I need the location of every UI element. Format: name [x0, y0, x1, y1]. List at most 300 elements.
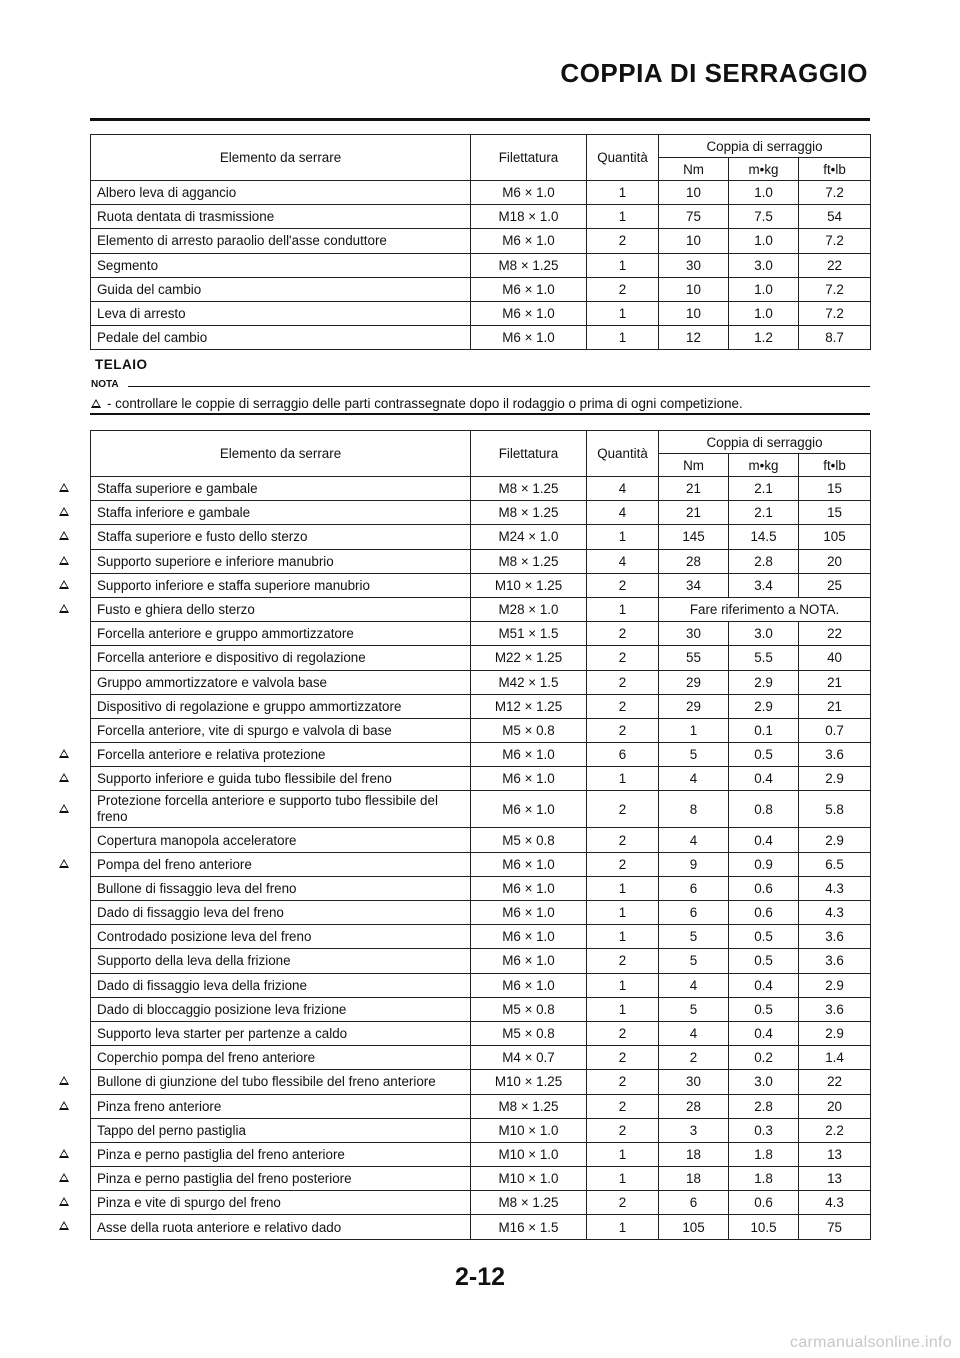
- cell-thread: M6 × 1.0: [471, 767, 587, 791]
- cell-element: Pinza e perno pastiglia del freno posteriore: [91, 1167, 471, 1191]
- cell-mkg: 0.4: [729, 828, 799, 852]
- cell-nm: 29: [659, 670, 729, 694]
- cell-element: Gruppo ammortizzatore e valvola base: [91, 670, 471, 694]
- section-title: TELAIO: [95, 357, 148, 372]
- cell-nm: 4: [659, 767, 729, 791]
- cell-element: Supporto della leva della frizione: [91, 949, 471, 973]
- row-marker: [58, 772, 70, 784]
- cell-thread: M6 × 1.0: [471, 326, 587, 350]
- cell-quantity: 4: [587, 549, 659, 573]
- cell-thread: M5 × 0.8: [471, 997, 587, 1021]
- header-mkg: m•kg: [729, 454, 799, 477]
- cell-ftlb: 13: [799, 1167, 871, 1191]
- table-row: [91, 876, 871, 900]
- cell-element: Bullone di fissaggio leva del freno: [91, 876, 471, 900]
- cell-thread: M6 × 1.0: [471, 901, 587, 925]
- cell-element: Dispositivo di regolazione e gruppo ammortizzatore: [91, 694, 471, 718]
- cell-element: Staffa superiore e fusto dello sterzo: [91, 525, 471, 549]
- cell-mkg: 3.0: [729, 253, 799, 277]
- cell-reference: Fare riferimento a NOTA.: [659, 597, 871, 621]
- cell-quantity: 1: [587, 973, 659, 997]
- cell-element: Staffa superiore e gambale: [91, 477, 471, 501]
- cell-mkg: 0.6: [729, 901, 799, 925]
- nota-text: [91, 396, 743, 411]
- cell-thread: M10 × 1.25: [471, 1070, 587, 1094]
- cell-ftlb: 2.9: [799, 973, 871, 997]
- cell-nm: 29: [659, 694, 729, 718]
- cell-quantity: 1: [587, 1142, 659, 1166]
- table-row: [91, 477, 871, 501]
- row-marker: [58, 1220, 70, 1232]
- cell-thread: M28 × 1.0: [471, 597, 587, 621]
- table-row: [91, 973, 871, 997]
- cell-element: Forcella anteriore e gruppo ammortizzatore: [91, 622, 471, 646]
- cell-quantity: 2: [587, 277, 659, 301]
- cell-mkg: 1.8: [729, 1142, 799, 1166]
- warning-triangle-icon: [59, 531, 69, 540]
- table-row: [91, 852, 871, 876]
- nota-text-body: - controllare le coppie di serraggio delle parti contrassegnate dopo il rodaggio o prima di ogni competizione.: [107, 396, 743, 411]
- table-row: [91, 1167, 871, 1191]
- cell-quantity: 1: [587, 767, 659, 791]
- page-number: 2-12: [454, 1263, 506, 1291]
- cell-ftlb: 3.6: [799, 743, 871, 767]
- cell-mkg: 0.4: [729, 767, 799, 791]
- cell-nm: 6: [659, 1191, 729, 1215]
- cell-nm: 28: [659, 1094, 729, 1118]
- cell-nm: 145: [659, 525, 729, 549]
- cell-ftlb: 105: [799, 525, 871, 549]
- cell-element: Dado di fissaggio leva del freno: [91, 901, 471, 925]
- cell-thread: M6 × 1.0: [471, 743, 587, 767]
- cell-quantity: 1: [587, 1215, 659, 1239]
- header-ftlb: ft•lb: [799, 158, 871, 181]
- header-ftlb: ft•lb: [799, 454, 871, 477]
- cell-quantity: 6: [587, 743, 659, 767]
- cell-mkg: 1.0: [729, 301, 799, 325]
- row-marker: [58, 803, 70, 815]
- warning-triangle-icon: [59, 859, 69, 868]
- header-quantity: Quantità: [587, 135, 659, 181]
- cell-thread: M10 × 1.25: [471, 573, 587, 597]
- cell-ftlb: 8.7: [799, 326, 871, 350]
- cell-quantity: 1: [587, 301, 659, 325]
- cell-thread: M8 × 1.25: [471, 1094, 587, 1118]
- table-row: [91, 1215, 871, 1239]
- cell-quantity: 1: [587, 525, 659, 549]
- cell-mkg: 3.0: [729, 1070, 799, 1094]
- cell-thread: M6 × 1.0: [471, 181, 587, 205]
- cell-mkg: 0.8: [729, 791, 799, 828]
- cell-element: Pinza freno anteriore: [91, 1094, 471, 1118]
- cell-nm: 105: [659, 1215, 729, 1239]
- cell-mkg: 1.0: [729, 181, 799, 205]
- row-marker: [58, 748, 70, 760]
- table-row: [91, 549, 871, 573]
- cell-nm: 8: [659, 791, 729, 828]
- cell-element: Forcella anteriore e dispositivo di regolazione: [91, 646, 471, 670]
- header-element: Elemento da serrare: [91, 135, 471, 181]
- cell-ftlb: 25: [799, 573, 871, 597]
- cell-ftlb: 22: [799, 253, 871, 277]
- table-row: [91, 1021, 871, 1045]
- table-row: [91, 1142, 871, 1166]
- cell-ftlb: 5.8: [799, 791, 871, 828]
- cell-ftlb: 0.7: [799, 718, 871, 742]
- cell-quantity: 1: [587, 925, 659, 949]
- cell-thread: M6 × 1.0: [471, 949, 587, 973]
- cell-element: Forcella anteriore e relativa protezione: [91, 743, 471, 767]
- cell-element: Elemento di arresto paraolio dell'asse conduttore: [91, 229, 471, 253]
- warning-triangle-icon: [59, 1101, 69, 1110]
- header-torque: Coppia di serraggio: [659, 431, 871, 454]
- header-nm: Nm: [659, 158, 729, 181]
- cell-ftlb: 20: [799, 1094, 871, 1118]
- cell-element: Fusto e ghiera dello sterzo: [91, 597, 471, 621]
- cell-quantity: 2: [587, 229, 659, 253]
- table-row: [91, 622, 871, 646]
- cell-mkg: 2.8: [729, 1094, 799, 1118]
- cell-thread: M8 × 1.25: [471, 501, 587, 525]
- cell-mkg: 1.0: [729, 229, 799, 253]
- cell-ftlb: 4.3: [799, 1191, 871, 1215]
- cell-thread: M8 × 1.25: [471, 549, 587, 573]
- cell-element: Coperchio pompa del freno anteriore: [91, 1046, 471, 1070]
- table-row: [91, 229, 871, 253]
- cell-mkg: 1.2: [729, 326, 799, 350]
- cell-nm: 30: [659, 622, 729, 646]
- cell-ftlb: 4.3: [799, 876, 871, 900]
- cell-nm: 5: [659, 949, 729, 973]
- cell-ftlb: 7.2: [799, 301, 871, 325]
- cell-ftlb: 2.9: [799, 1021, 871, 1045]
- warning-triangle-icon: [59, 773, 69, 782]
- cell-element: Pinza e perno pastiglia del freno anteriore: [91, 1142, 471, 1166]
- cell-thread: M18 × 1.0: [471, 205, 587, 229]
- cell-thread: M8 × 1.25: [471, 477, 587, 501]
- nota-label: NOTA: [91, 379, 119, 390]
- cell-nm: 75: [659, 205, 729, 229]
- cell-thread: M5 × 0.8: [471, 1021, 587, 1045]
- row-marker: [58, 858, 70, 870]
- cell-quantity: 1: [587, 205, 659, 229]
- table-row: [91, 1191, 871, 1215]
- table-row: [91, 1094, 871, 1118]
- cell-mkg: 0.9: [729, 852, 799, 876]
- row-marker: [58, 1196, 70, 1208]
- cell-mkg: 0.4: [729, 973, 799, 997]
- cell-nm: 18: [659, 1167, 729, 1191]
- title-rule: [90, 118, 870, 121]
- cell-mkg: 1.8: [729, 1167, 799, 1191]
- cell-quantity: 2: [587, 852, 659, 876]
- cell-ftlb: 15: [799, 501, 871, 525]
- cell-quantity: 2: [587, 791, 659, 828]
- cell-element: Pinza e vite di spurgo del freno: [91, 1191, 471, 1215]
- cell-ftlb: 1.4: [799, 1046, 871, 1070]
- frame-torque-table: [90, 430, 871, 1240]
- header-thread: Filettatura: [471, 135, 587, 181]
- cell-thread: M51 × 1.5: [471, 622, 587, 646]
- cell-thread: M6 × 1.0: [471, 301, 587, 325]
- warning-triangle-icon: [59, 580, 69, 589]
- cell-quantity: 2: [587, 622, 659, 646]
- row-marker: [58, 1100, 70, 1112]
- cell-quantity: 2: [587, 670, 659, 694]
- table-row: [91, 791, 871, 828]
- cell-element: Bullone di giunzione del tubo flessibile del freno anteriore: [91, 1070, 471, 1094]
- cell-nm: 12: [659, 326, 729, 350]
- cell-element: Leva di arresto: [91, 301, 471, 325]
- cell-element: Pompa del freno anteriore: [91, 852, 471, 876]
- cell-nm: 55: [659, 646, 729, 670]
- cell-element: Supporto inferiore e staffa superiore manubrio: [91, 573, 471, 597]
- cell-nm: 30: [659, 1070, 729, 1094]
- cell-ftlb: 54: [799, 205, 871, 229]
- cell-mkg: 3.0: [729, 622, 799, 646]
- cell-element: Supporto superiore e inferiore manubrio: [91, 549, 471, 573]
- cell-element: Albero leva di aggancio: [91, 181, 471, 205]
- cell-element: Ruota dentata di trasmissione: [91, 205, 471, 229]
- warning-triangle-icon: [59, 1173, 69, 1182]
- cell-thread: M10 × 1.0: [471, 1167, 587, 1191]
- table-row: [91, 301, 871, 325]
- cell-ftlb: 40: [799, 646, 871, 670]
- cell-thread: M12 × 1.25: [471, 694, 587, 718]
- cell-nm: 5: [659, 997, 729, 1021]
- cell-quantity: 2: [587, 694, 659, 718]
- row-marker: [58, 482, 70, 494]
- cell-quantity: 2: [587, 949, 659, 973]
- cell-thread: M6 × 1.0: [471, 973, 587, 997]
- cell-nm: 4: [659, 828, 729, 852]
- cell-quantity: 2: [587, 1094, 659, 1118]
- cell-mkg: 0.2: [729, 1046, 799, 1070]
- cell-mkg: 1.0: [729, 277, 799, 301]
- table-row: [91, 767, 871, 791]
- cell-ftlb: 22: [799, 622, 871, 646]
- row-marker: [58, 603, 70, 615]
- cell-quantity: 1: [587, 597, 659, 621]
- cell-mkg: 0.5: [729, 925, 799, 949]
- cell-nm: 6: [659, 876, 729, 900]
- table-row: [91, 901, 871, 925]
- cell-ftlb: 2.9: [799, 767, 871, 791]
- cell-quantity: 1: [587, 997, 659, 1021]
- cell-nm: 30: [659, 253, 729, 277]
- cell-nm: 21: [659, 477, 729, 501]
- cell-nm: 5: [659, 925, 729, 949]
- cell-ftlb: 20: [799, 549, 871, 573]
- table-row: [91, 828, 871, 852]
- cell-quantity: 2: [587, 646, 659, 670]
- table-row: [91, 646, 871, 670]
- warning-triangle-icon: [59, 749, 69, 758]
- table-row: [91, 718, 871, 742]
- table-row: [91, 925, 871, 949]
- cell-thread: M4 × 0.7: [471, 1046, 587, 1070]
- cell-thread: M6 × 1.0: [471, 229, 587, 253]
- cell-ftlb: 21: [799, 694, 871, 718]
- warning-triangle-icon: [59, 604, 69, 613]
- cell-element: Pedale del cambio: [91, 326, 471, 350]
- page-title: COPPIA DI SERRAGGIO: [560, 58, 868, 88]
- warning-triangle-icon: [59, 1221, 69, 1230]
- cell-quantity: 1: [587, 876, 659, 900]
- cell-mkg: 0.5: [729, 949, 799, 973]
- cell-nm: 10: [659, 181, 729, 205]
- cell-quantity: 1: [587, 1167, 659, 1191]
- cell-thread: M6 × 1.0: [471, 852, 587, 876]
- table-row: [91, 997, 871, 1021]
- cell-nm: 4: [659, 973, 729, 997]
- cell-ftlb: 7.2: [799, 181, 871, 205]
- table-row: [91, 743, 871, 767]
- cell-thread: M16 × 1.5: [471, 1215, 587, 1239]
- table-row: [91, 277, 871, 301]
- cell-element: Tappo del perno pastiglia: [91, 1118, 471, 1142]
- cell-thread: M6 × 1.0: [471, 925, 587, 949]
- cell-quantity: 2: [587, 828, 659, 852]
- cell-mkg: 10.5: [729, 1215, 799, 1239]
- cell-nm: 34: [659, 573, 729, 597]
- cell-quantity: 1: [587, 181, 659, 205]
- warning-triangle-icon: [59, 507, 69, 516]
- cell-nm: 1: [659, 718, 729, 742]
- cell-ftlb: 21: [799, 670, 871, 694]
- cell-ftlb: 22: [799, 1070, 871, 1094]
- cell-quantity: 2: [587, 573, 659, 597]
- cell-element: Dado di fissaggio leva della frizione: [91, 973, 471, 997]
- cell-nm: 5: [659, 743, 729, 767]
- table-row: [91, 1070, 871, 1094]
- table-row: [91, 949, 871, 973]
- cell-thread: M24 × 1.0: [471, 525, 587, 549]
- cell-element: Dado di bloccaggio posizione leva frizione: [91, 997, 471, 1021]
- cell-mkg: 0.5: [729, 997, 799, 1021]
- table-row: [91, 253, 871, 277]
- cell-nm: 3: [659, 1118, 729, 1142]
- cell-ftlb: 75: [799, 1215, 871, 1239]
- cell-quantity: 1: [587, 253, 659, 277]
- cell-thread: M10 × 1.0: [471, 1118, 587, 1142]
- cell-quantity: 2: [587, 1021, 659, 1045]
- cell-ftlb: 2.2: [799, 1118, 871, 1142]
- cell-mkg: 0.1: [729, 718, 799, 742]
- cell-thread: M42 × 1.5: [471, 670, 587, 694]
- cell-nm: 21: [659, 501, 729, 525]
- cell-nm: 10: [659, 277, 729, 301]
- cell-nm: 2: [659, 1046, 729, 1070]
- cell-ftlb: 6.5: [799, 852, 871, 876]
- row-marker: [58, 555, 70, 567]
- cell-nm: 28: [659, 549, 729, 573]
- table-row: [91, 525, 871, 549]
- cell-element: Forcella anteriore, vite di spurgo e valvola di base: [91, 718, 471, 742]
- cell-ftlb: 2.9: [799, 828, 871, 852]
- nota-rule-top: [128, 386, 870, 387]
- row-marker: [58, 1148, 70, 1160]
- header-thread: Filettatura: [471, 431, 587, 477]
- cell-thread: M10 × 1.0: [471, 1142, 587, 1166]
- cell-mkg: 0.4: [729, 1021, 799, 1045]
- row-marker: [58, 1172, 70, 1184]
- table-row: [91, 597, 871, 621]
- cell-mkg: 0.6: [729, 876, 799, 900]
- cell-thread: M5 × 0.8: [471, 718, 587, 742]
- cell-nm: 10: [659, 301, 729, 325]
- cell-mkg: 2.9: [729, 670, 799, 694]
- cell-element: Segmento: [91, 253, 471, 277]
- cell-nm: 9: [659, 852, 729, 876]
- warning-triangle-icon: [59, 1149, 69, 1158]
- header-torque: Coppia di serraggio: [659, 135, 871, 158]
- cell-thread: M6 × 1.0: [471, 277, 587, 301]
- cell-element: Supporto inferiore e guida tubo flessibile del freno: [91, 767, 471, 791]
- cell-mkg: 0.5: [729, 743, 799, 767]
- cell-thread: M6 × 1.0: [471, 791, 587, 828]
- cell-nm: 4: [659, 1021, 729, 1045]
- cell-ftlb: 7.2: [799, 277, 871, 301]
- cell-thread: M8 × 1.25: [471, 1191, 587, 1215]
- table-row: [91, 573, 871, 597]
- cell-thread: M8 × 1.25: [471, 253, 587, 277]
- warning-triangle-icon: [59, 556, 69, 565]
- cell-quantity: 2: [587, 1070, 659, 1094]
- cell-thread: M6 × 1.0: [471, 876, 587, 900]
- cell-quantity: 4: [587, 501, 659, 525]
- header-element: Elemento da serrare: [91, 431, 471, 477]
- row-marker: [58, 506, 70, 518]
- row-marker: [58, 530, 70, 542]
- cell-nm: 6: [659, 901, 729, 925]
- cell-quantity: 4: [587, 477, 659, 501]
- nota-rule-bottom: [90, 413, 870, 415]
- warning-triangle-icon: [59, 483, 69, 492]
- cell-element: Supporto leva starter per partenze a caldo: [91, 1021, 471, 1045]
- cell-thread: M5 × 0.8: [471, 828, 587, 852]
- cell-element: Copertura manopola acceleratore: [91, 828, 471, 852]
- warning-triangle-icon: [59, 1076, 69, 1085]
- table-row: [91, 181, 871, 205]
- cell-element: Asse della ruota anteriore e relativo dado: [91, 1215, 471, 1239]
- cell-mkg: 7.5: [729, 205, 799, 229]
- cell-quantity: 2: [587, 718, 659, 742]
- cell-ftlb: 7.2: [799, 229, 871, 253]
- cell-quantity: 2: [587, 1046, 659, 1070]
- cell-mkg: 0.6: [729, 1191, 799, 1215]
- cell-quantity: 2: [587, 1118, 659, 1142]
- cell-nm: 10: [659, 229, 729, 253]
- cell-quantity: 1: [587, 326, 659, 350]
- table-row: [91, 501, 871, 525]
- cell-mkg: 2.8: [729, 549, 799, 573]
- table-row: [91, 205, 871, 229]
- header-quantity: Quantità: [587, 431, 659, 477]
- cell-mkg: 2.9: [729, 694, 799, 718]
- row-marker: [58, 579, 70, 591]
- table-row: [91, 1046, 871, 1070]
- warning-triangle-icon: [59, 1197, 69, 1206]
- cell-nm: 18: [659, 1142, 729, 1166]
- header-mkg: m•kg: [729, 158, 799, 181]
- cell-mkg: 0.3: [729, 1118, 799, 1142]
- header-nm: Nm: [659, 454, 729, 477]
- engine-torque-table: [90, 134, 871, 350]
- warning-triangle-icon: [59, 804, 69, 813]
- cell-mkg: 2.1: [729, 477, 799, 501]
- cell-element: Controdado posizione leva del freno: [91, 925, 471, 949]
